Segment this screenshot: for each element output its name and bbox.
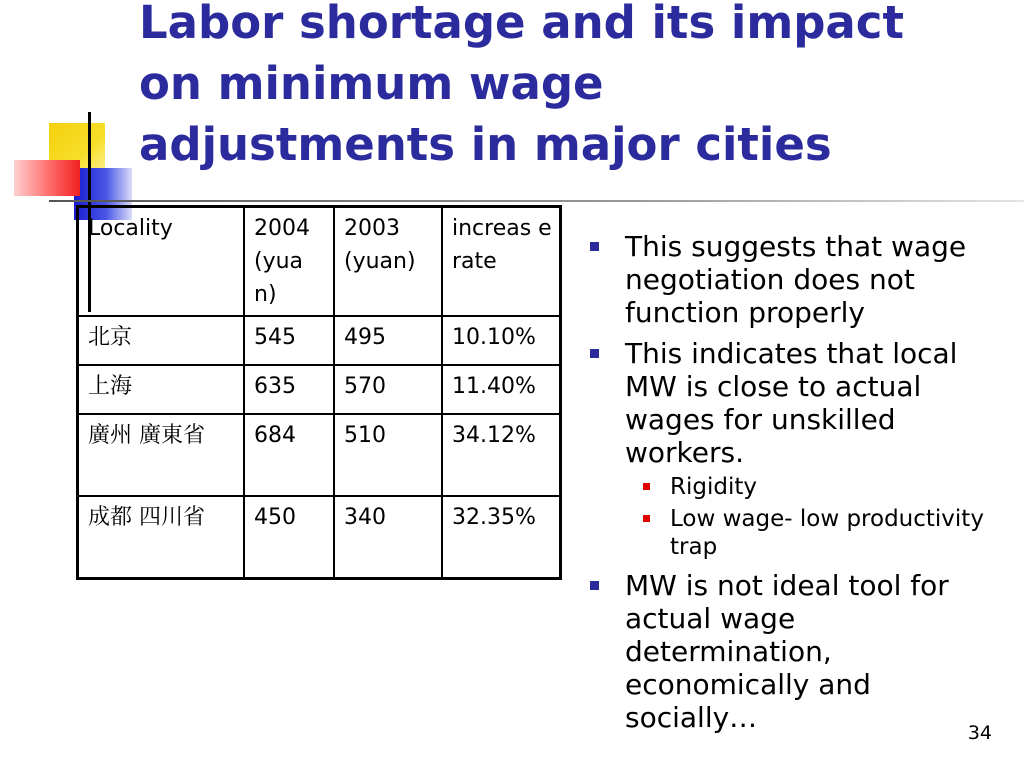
cell-2004: 684 (244, 414, 334, 496)
title-underline (49, 200, 1024, 202)
cell-2003: 510 (334, 414, 442, 496)
sub-bullet-item (670, 505, 1010, 561)
cell-2004: 635 (244, 365, 334, 414)
header-increase-rate: increas e rate (442, 207, 561, 317)
bullet-square-icon (590, 349, 599, 358)
bullet-square-icon (590, 242, 599, 251)
cell-2004: 450 (244, 496, 334, 579)
title-line-2: on minimum wage (139, 57, 604, 110)
bullet-item (590, 337, 1010, 469)
bullet-item (590, 230, 1010, 329)
table-row (78, 414, 561, 496)
bullet-text: This indicates that local MW is close to actual wages for unskilled workers. (625, 337, 958, 469)
wage-table (76, 205, 562, 580)
table-row (78, 316, 561, 365)
table-header-row (78, 207, 561, 317)
bullet-square-icon (590, 581, 599, 590)
cell-increase-rate: 34.12% (442, 414, 561, 496)
sub-bullet-text: Low wage- low productivity trap (670, 506, 984, 560)
table-row (78, 496, 561, 579)
cell-2004: 545 (244, 316, 334, 365)
cell-2003: 495 (334, 316, 442, 365)
sub-bullet-square-icon (643, 515, 650, 522)
cell-locality: 北京 (78, 316, 245, 365)
cell-increase-rate: 32.35% (442, 496, 561, 579)
bullet-text: This suggests that wage negotiation does not function properly (625, 230, 967, 329)
cell-locality: 成都 四川省 (78, 496, 245, 579)
table-row (78, 365, 561, 414)
sub-bullet-text: Rigidity (670, 474, 757, 500)
title-line-1: Labor shortage and its impact (139, 0, 904, 49)
cell-locality: 廣州 廣東省 (78, 414, 245, 496)
cell-locality: 上海 (78, 365, 245, 414)
cell-2003: 570 (334, 365, 442, 414)
header-2004: 2004 (yua n) (244, 207, 334, 317)
slide-title (139, 0, 1019, 175)
bullet-text: MW is not ideal tool for actual wage determination, economically and socially… (625, 569, 949, 734)
bullet-item (590, 569, 1010, 734)
cell-2003: 340 (334, 496, 442, 579)
sub-bullet-item (670, 473, 1010, 501)
page-number: 34 (967, 722, 992, 744)
title-line-3: adjustments in major cities (139, 118, 832, 171)
sub-bullet-list (590, 473, 1010, 561)
bullet-list (590, 230, 1010, 742)
header-2003: 2003 (yuan) (334, 207, 442, 317)
logo-red-bar (14, 160, 80, 196)
sub-bullet-square-icon (643, 483, 650, 490)
cell-increase-rate: 10.10% (442, 316, 561, 365)
cell-increase-rate: 11.40% (442, 365, 561, 414)
header-locality: Locality (78, 207, 245, 317)
